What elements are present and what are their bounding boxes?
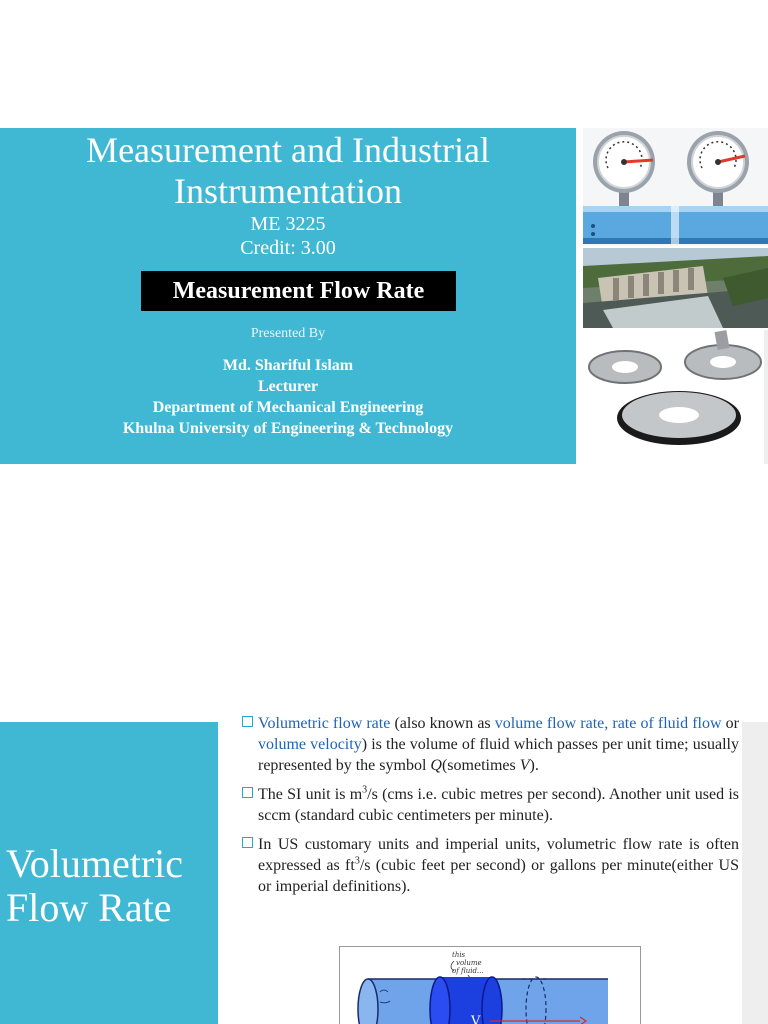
course-credit: Credit: 3.00 xyxy=(240,237,336,259)
volume-v-label: V xyxy=(471,1014,481,1024)
term-volume-velocity: volume velocity xyxy=(258,736,362,753)
volume-flow-diagram xyxy=(339,946,641,1024)
course-title-line1: Measurement and Industrial xyxy=(86,130,490,170)
presented-by-label: Presented By xyxy=(250,326,326,341)
bullet2-text-b: /s (cms i.e. cubic metres per second). Another unit used is sccm (standard cubic centimeters per minute). xyxy=(258,786,739,824)
term-alt-names: volume flow rate, rate of fluid flow xyxy=(494,715,722,732)
checkbox-bullet-icon xyxy=(242,716,253,727)
flow-images-strip xyxy=(583,128,768,464)
flow-illustrations xyxy=(583,128,768,464)
pipe-volume-illustration xyxy=(340,947,641,1024)
dam-photo-image xyxy=(583,248,768,328)
presenter-role: Lecturer xyxy=(257,378,319,395)
symbol-v: V xyxy=(519,757,530,774)
note-line1: this xyxy=(452,951,466,959)
bullet3-text-a: In US customary units and imperial units, volumetric flow rate is often expressed as ft xyxy=(258,836,739,874)
presenter-name: Md. Shariful Islam xyxy=(222,357,354,374)
section-title-panel xyxy=(0,722,218,1024)
bullet1-text-a: (also known as xyxy=(390,715,495,732)
checkbox-bullet-icon xyxy=(242,837,253,848)
bullet1-text-c: ) is the volume of fluid which passes per unit time; usually represented by the symbol xyxy=(258,736,739,774)
orifice-plates-image xyxy=(583,330,768,464)
right-margin-bar xyxy=(742,722,768,1024)
course-code: ME 3225 xyxy=(250,213,326,235)
section-title-line1: Volumetric xyxy=(6,841,184,886)
bullet3-superscript: 3 xyxy=(354,855,360,867)
pressure-gauges-image xyxy=(583,128,768,246)
note-line3: of fluid... xyxy=(452,967,484,975)
bullet1-text-e: ). xyxy=(529,757,539,774)
checkbox-bullet-icon xyxy=(242,787,253,798)
term-volumetric-flow-rate: Volumetric flow rate xyxy=(258,715,391,732)
note-line2: volume xyxy=(456,959,482,967)
section-title-line2: Flow Rate xyxy=(6,885,172,930)
bullet3-text-b: /s (cubic feet per second) or gallons per minute(either US or imperial definitions). xyxy=(258,857,740,895)
subject-banner: Measurement Flow Rate xyxy=(141,271,456,311)
presenter-department: Department of Mechanical Engineering xyxy=(152,399,424,416)
symbol-q: Q xyxy=(430,757,442,774)
bullet-si-unit xyxy=(242,784,739,826)
bullet2-text-a: The SI unit is m xyxy=(258,786,363,803)
presenter-university: Khulna University of Engineering & Technology xyxy=(122,420,454,437)
bullet1-text-b: or xyxy=(721,715,739,732)
section-title xyxy=(6,842,216,930)
bullet-us-units xyxy=(242,834,739,897)
bullet-volumetric-definition xyxy=(242,713,739,776)
bullet1-text-d: (sometimes xyxy=(441,757,520,774)
course-title-line2: Instrumentation xyxy=(174,171,402,211)
bullet-list xyxy=(242,713,739,905)
bullet2-superscript: 3 xyxy=(362,784,368,796)
title-slide-panel xyxy=(0,128,576,464)
